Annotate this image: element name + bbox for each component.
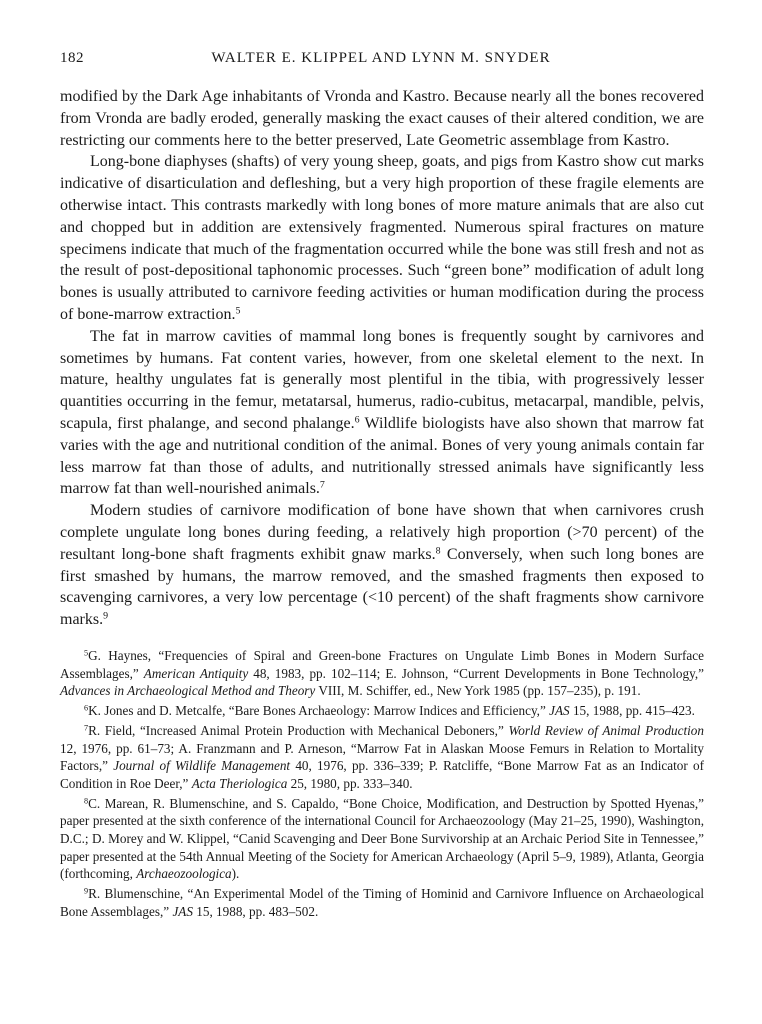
footnote-text: VIII, M. Schiffer, ed., New York 1985 (pp. 157–235), p. 191. [315, 683, 641, 699]
footnote-number: 7 [84, 723, 89, 733]
footnote-9 [60, 885, 704, 920]
paragraph-4 [60, 500, 704, 631]
journal-title: Archaeozoologica [136, 866, 232, 882]
paragraph-1 [60, 86, 704, 151]
paragraph-2 [60, 151, 704, 325]
footnote-ref-6[interactable]: 6 [354, 414, 360, 426]
paragraph-1-text: modified by the Dark Age inhabitants of Vronda and Kastro. Because nearly all the bones recovered from Vronda are badly eroded, generally masking the exact causes of their altered condition, we are restricting our comments here to the better preserved, Late Geometric assemblage from Kastro. [60, 88, 704, 149]
footnote-ref-9[interactable]: 9 [103, 610, 109, 622]
footnote-text: 48, 1983, pp. 102–114; E. Johnson, “Current Developments in Bone Technology,” [248, 665, 704, 681]
footnote-7 [60, 722, 704, 793]
footnote-text: 12, 1976, pp. 61–73; A. Franzmann and P. Arneson, “Marrow Fat in Alaskan Moose Femurs in Relation to Mortality Factors,” [60, 740, 704, 774]
footnote-text: C. Marean, R. Blumenschine, and S. Capaldo, “Bone Choice, Modification, and Destruction by Spotted Hyenas,” paper presented at the sixth conference of the international Council for Archaeozoology (May 21–25, 1990), Washington, D.C.; D. Morey and W. Klippel, “Canid Scavenging and Deer Bone Survivorship at an Archaic Period Site in Tennessee,” paper presented at the 54th Annual Meeting of the Society for American Archaeology (April 5–9, 1989), Atlanta, Georgia (forthcoming, [60, 795, 704, 882]
footnote-6 [60, 702, 704, 720]
footnote-text: 40, 1976, pp. 336–339; P. Ratcliffe, “Bone Marrow Fat as an Indicator of Condition in Roe Deer,” [60, 758, 704, 791]
page-number: 182 [60, 50, 84, 66]
paragraph-3-text: The fat in marrow cavities of mammal long bones is frequently sought by carnivores and sometimes by humans. Fat content varies, however, from one skeletal element to the next. In mature, healthy ungulates fat is generally most plentiful in the tibia, with progressively lesser quantities occurring in the femur, metatarsal, humerus, radio-cubitus, metacarpal, mandible, pelvis, scapula, first phalange, and second phalange. [60, 327, 704, 432]
footnote-text: R. Blumenschine, “An Experimental Model of the Timing of Hominid and Carnivore Influence on Archaeological Bone Assemblages,” [60, 886, 704, 919]
paragraph-3-text-cont: Wildlife biologists have also shown that marrow fat varies with the age and nutritional condition of the animal. Bones of very young animals contain far less marrow fat than those of adults, and nutritionally stressed animals have significantly less marrow fat than well-nourished animals. [60, 414, 705, 498]
footnotes [60, 647, 704, 921]
footnote-text: 15, 1988, pp. 415–423. [569, 703, 695, 719]
footnote-number: 9 [84, 886, 89, 896]
footnote-ref-8[interactable]: 8 [435, 545, 441, 557]
journal-title: JAS [549, 703, 570, 719]
paragraph-3 [60, 326, 704, 500]
footnote-number: 8 [84, 796, 89, 806]
footnote-text: R. Field, “Increased Animal Protein Production with Mechanical Deboners,” [88, 722, 509, 738]
journal-title: Advances in Archaeological Method and Theory [60, 683, 316, 699]
journal-title: JAS [172, 903, 193, 919]
footnote-number: 6 [84, 703, 89, 713]
running-head [60, 50, 702, 72]
footnote-text: 15, 1988, pp. 483–502. [192, 903, 319, 919]
footnote-8 [60, 795, 704, 884]
journal-title: Journal of Wildlife Management [113, 758, 291, 774]
footnote-text: ). [231, 866, 240, 882]
running-head-authors: WALTER E. KLIPPEL AND LYNN M. SNYDER [211, 50, 551, 66]
footnote-5 [60, 647, 704, 700]
paragraph-2-text: Long-bone diaphyses (shafts) of very young sheep, goats, and pigs from Kastro show cut marks indicative of disarticulation and defleshing, but a very high proportion of these fragile elements are otherwise intact. This contrasts markedly with long bones of more mature animals that are also cut and chopped but in addition are extensively fragmented. Numerous spiral fractures on mature specimens indicate that much of the fragmentation occurred while the bone was still fresh and not as the result of post-depositional taphonomic processes. Such “green bone” modification of adult long bones is usually attributed to carnivore feeding activities or human modification during the process of bone-marrow extraction. [60, 153, 704, 323]
paragraph-4-text-cont: Conversely, when such long bones are first smashed by humans, the marrow removed, and the smashed fragments then exposed to scavenging carnivores, a very low percentage (<10 percent) of the shaft fragments show carnivore marks. [60, 545, 704, 629]
footnote-ref-5[interactable]: 5 [235, 305, 241, 317]
footnote-text: 25, 1980, pp. 333–340. [287, 775, 413, 791]
body-text [60, 86, 704, 631]
footnote-ref-7[interactable]: 7 [319, 479, 325, 491]
paragraph-4-text: Modern studies of carnivore modification of bone have shown that when carnivores crush complete ungulate long bones during feeding, a relatively high proportion (>70 percent) of the resultant long-bone shaft fragments exhibit gnaw marks. [60, 502, 704, 563]
footnote-number: 5 [84, 648, 89, 658]
journal-title: American Antiquity [143, 665, 249, 681]
journal-title: Acta Theriologica [191, 775, 288, 791]
footnote-text: K. Jones and D. Metcalfe, “Bare Bones Archaeology: Marrow Indices and Efficiency,” [88, 703, 550, 719]
footnote-text: G. Haynes, “Frequencies of Spiral and Green-bone Fractures on Ungulate Limb Bones in Modern Surface Assemblages,” [60, 648, 704, 681]
journal-title: World Review of Animal Production [508, 722, 704, 738]
